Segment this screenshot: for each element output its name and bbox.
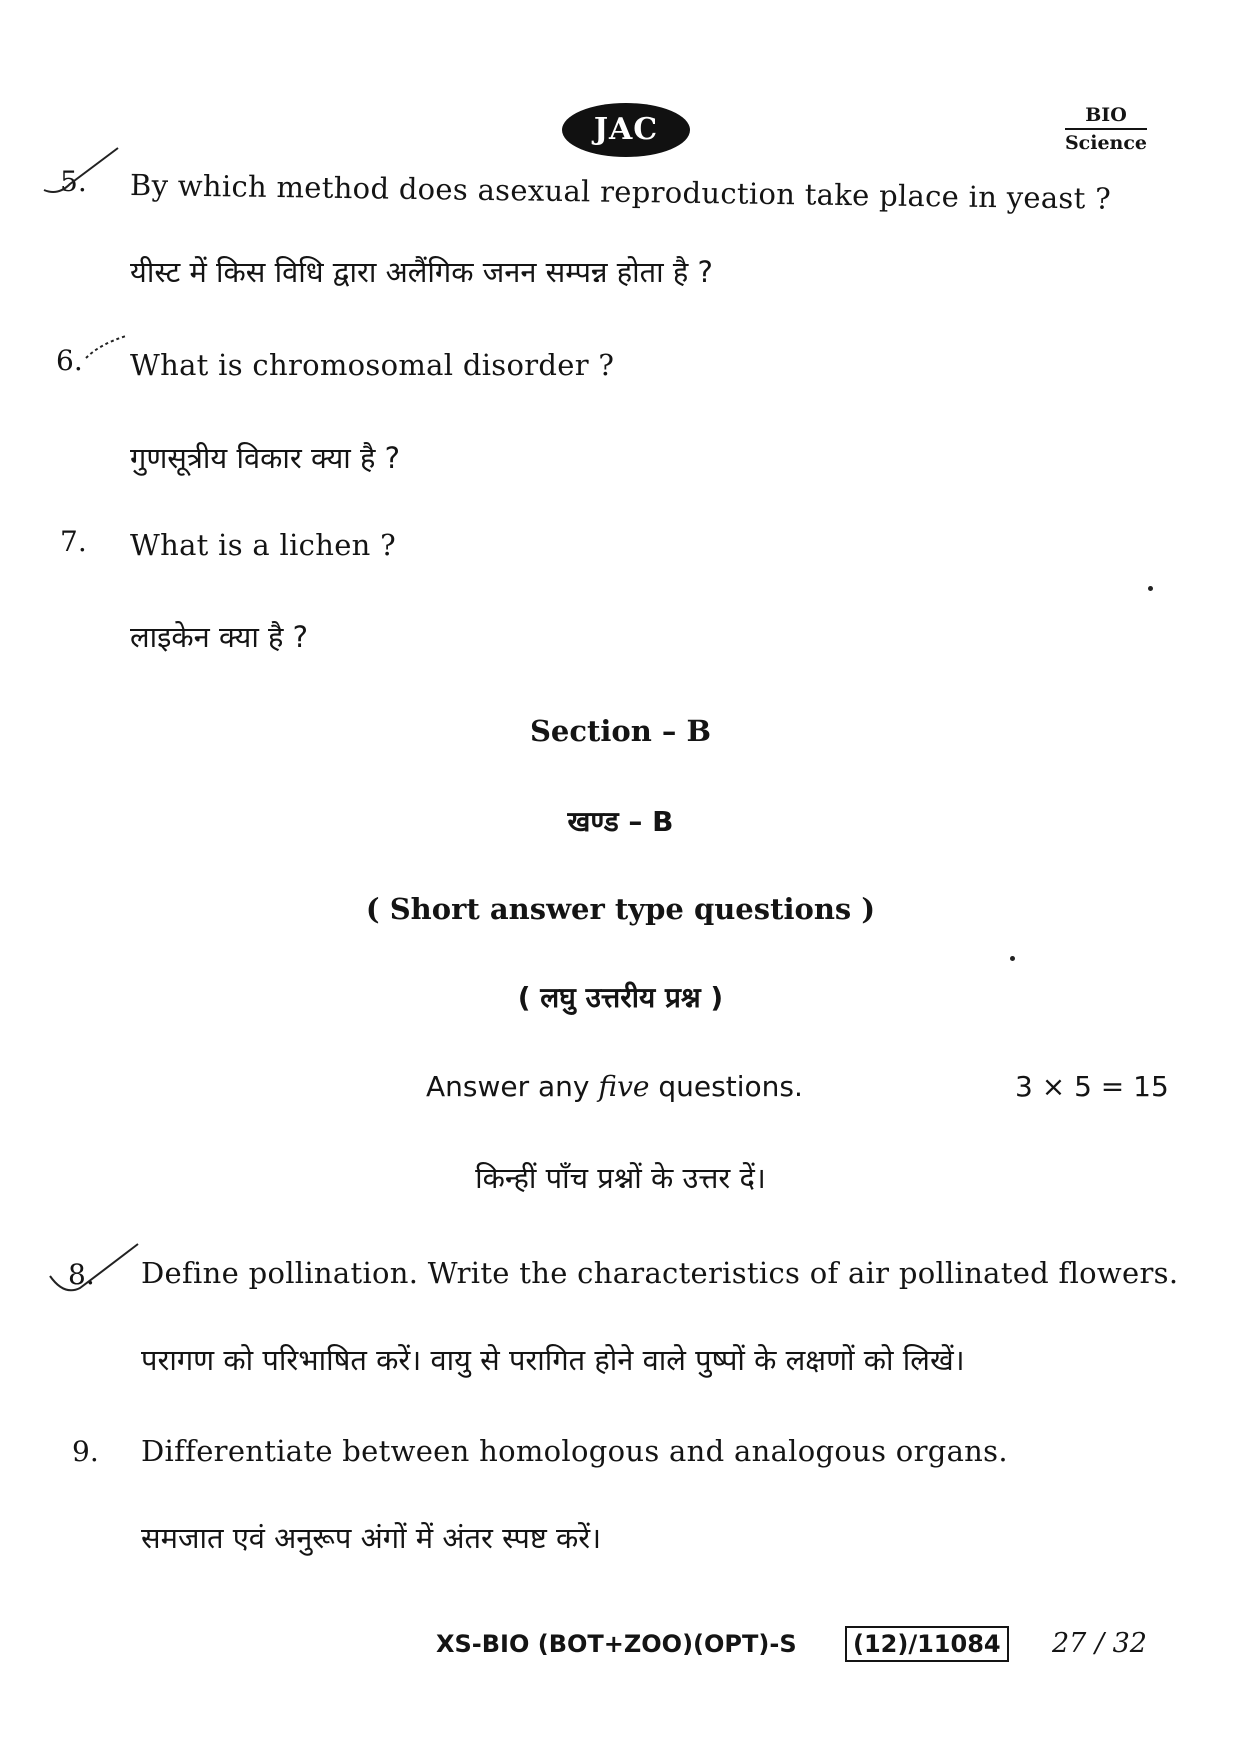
page-number: 27 / 32 — [1052, 1628, 1147, 1659]
instruction-post: questions. — [649, 1070, 803, 1103]
instruction-pre: Answer any — [426, 1070, 599, 1103]
check-mark-icon — [40, 330, 130, 370]
speck — [1010, 956, 1015, 961]
question-6-hindi: गुणसूत्रीय विकार क्या है ? — [130, 441, 401, 475]
question-number-6: 6. — [56, 344, 83, 377]
question-7-hindi: लाइकेन क्या है ? — [130, 620, 309, 654]
question-7-english: What is a lichen ? — [130, 528, 397, 562]
section-title: Section – B — [529, 714, 712, 748]
subject-label — [1053, 104, 1159, 154]
question-number-8: 8. — [68, 1258, 95, 1291]
marks: 3 × 5 = 15 — [1015, 1070, 1169, 1103]
question-5-english: By which method does asexual reproduction take place in yeast ? — [129, 168, 1112, 216]
check-mark-icon — [44, 1240, 144, 1300]
speck — [1148, 586, 1153, 591]
question-9-english: Differentiate between homologous and analogous organs. — [141, 1434, 1008, 1468]
question-9-hindi: समजात एवं अनुरूप अंगों में अंतर स्पष्ट करें। — [141, 1521, 602, 1555]
paper-code: XS-BIO (BOT+ZOO)(OPT)-S — [436, 1630, 797, 1658]
question-8-english: Define pollination. Write the characteristics of air pollinated flowers. — [141, 1256, 1179, 1290]
question-number-5: 5. — [60, 165, 87, 198]
section-type: ( Short answer type questions ) — [365, 892, 876, 926]
instruction — [426, 1070, 803, 1103]
subject-top: BIO — [1065, 104, 1147, 130]
jac-logo: JAC — [562, 103, 690, 157]
question-number-9: 9. — [72, 1435, 99, 1468]
question-6-english: What is chromosomal disorder ? — [130, 348, 615, 382]
question-number-7: 7. — [60, 525, 87, 558]
check-mark-icon — [40, 140, 130, 200]
section-type-hindi: ( लघु उत्तरीय प्रश्न ) — [517, 981, 724, 1014]
instruction-emphasis: five — [598, 1070, 650, 1103]
boxed-code: (12)/11084 — [845, 1626, 1009, 1662]
question-5-hindi: यीस्ट में किस विधि द्वारा अलैंगिक जनन सम्पन्न होता है ? — [130, 255, 713, 289]
instruction-hindi: किन्हीं पाँच प्रश्नों के उत्तर दें। — [475, 1161, 766, 1195]
question-8-hindi: परागण को परिभाषित करें। वायु से परागित होने वाले पुष्पों के लक्षणों को लिखें। — [141, 1343, 965, 1377]
subject-bottom: Science — [1064, 132, 1148, 154]
section-title-hindi: खण्ड – B — [567, 805, 674, 838]
